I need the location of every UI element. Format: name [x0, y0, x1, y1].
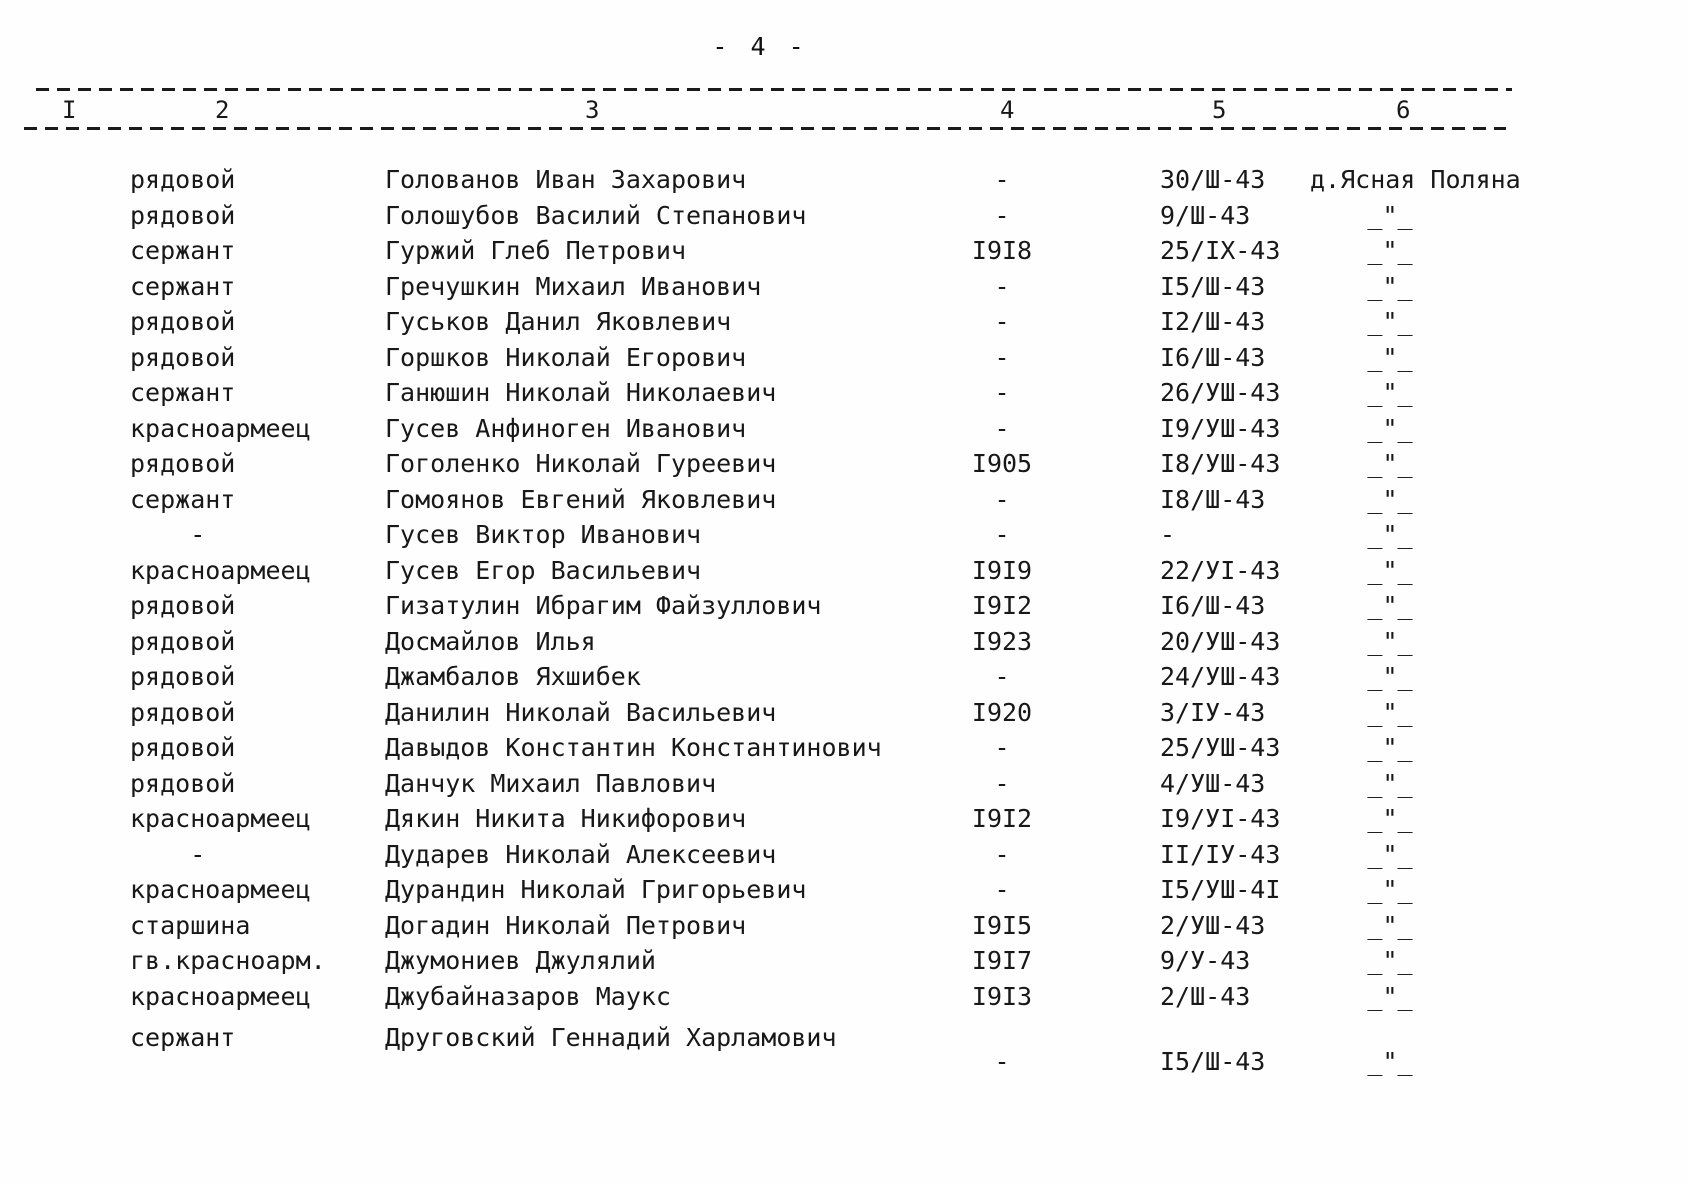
- table-row: [0, 233, 1470, 269]
- place-cell: _"_: [1367, 910, 1413, 940]
- table-row: [0, 766, 1470, 802]
- date-cell: 24/УШ-43: [1160, 662, 1281, 692]
- date-cell: I2/Ш-43: [1160, 307, 1266, 337]
- date-cell: 26/УШ-43: [1160, 378, 1281, 408]
- date-cell: I6/Ш-43: [1160, 342, 1266, 372]
- name-cell: Джамбалов Яхшибек: [385, 662, 641, 692]
- date-cell: 9/У-43: [1160, 946, 1251, 976]
- rank-cell: рядовой: [130, 768, 236, 798]
- rank-cell: рядовой: [130, 342, 236, 372]
- table-row: [0, 198, 1470, 234]
- table-row: [0, 411, 1470, 447]
- name-cell: Данчук Михаил Павлович: [385, 768, 717, 798]
- name-cell: Дякин Никита Никифорович: [385, 804, 747, 834]
- column-header-5: 5: [1212, 96, 1227, 124]
- birth-year-cell: I9I9: [971, 555, 1033, 585]
- rank-cell: красноармеец: [130, 804, 311, 834]
- table-row: [0, 908, 1470, 944]
- birth-year-cell: -: [994, 307, 1010, 337]
- name-cell: Горшков Николай Егорович: [385, 342, 747, 372]
- page-number: - 4 -: [712, 32, 808, 61]
- place-cell: _"_: [1367, 804, 1413, 834]
- name-cell: Досмайлов Илья: [385, 626, 596, 656]
- column-header-row: [0, 96, 1688, 124]
- name-cell: Гуськов Данил Яковлевич: [385, 307, 732, 337]
- table-row: [0, 162, 1521, 198]
- rank-cell: рядовой: [130, 697, 236, 727]
- name-cell: Голованов Иван Захарович: [385, 165, 747, 195]
- birth-year-cell: -: [994, 839, 1010, 869]
- name-cell: Дударев Николай Алексеевич: [385, 839, 777, 869]
- place-cell: _"_: [1367, 484, 1413, 514]
- birth-year-cell: -: [994, 875, 1010, 905]
- rank-cell: -: [130, 839, 206, 869]
- birth-year-cell: I923: [971, 626, 1033, 656]
- rank-cell: красноармеец: [130, 875, 311, 905]
- column-header-4: 4: [1000, 96, 1015, 124]
- place-cell: _"_: [1367, 768, 1413, 798]
- date-cell: I8/УШ-43: [1160, 449, 1281, 479]
- table-row: [0, 482, 1470, 518]
- name-cell: Данилин Николай Васильевич: [385, 697, 777, 727]
- birth-year-cell: I9I5: [971, 910, 1033, 940]
- name-cell: Голошубов Василий Степанович: [385, 200, 807, 230]
- table-row: [0, 801, 1470, 837]
- name-cell: Ганюшин Николай Николаевич: [385, 378, 777, 408]
- rank-cell: рядовой: [130, 165, 236, 195]
- table-row: [0, 446, 1470, 482]
- rank-cell: красноармеец: [130, 981, 311, 1011]
- place-cell: _"_: [1367, 626, 1413, 656]
- name-cell: Гомоянов Евгений Яковлевич: [385, 484, 777, 514]
- birth-year-cell: -: [994, 378, 1010, 408]
- place-cell: _"_: [1367, 1046, 1413, 1076]
- date-cell: II/IУ-43: [1160, 839, 1281, 869]
- name-cell: Гусев Анфиноген Иванович: [385, 413, 747, 443]
- rank-cell: рядовой: [130, 307, 236, 337]
- place-cell: _"_: [1367, 449, 1413, 479]
- date-cell: 30/Ш-43: [1160, 165, 1266, 195]
- birth-year-cell: -: [994, 662, 1010, 692]
- birth-year-cell: I920: [971, 697, 1033, 727]
- date-cell: 2/Ш-43: [1160, 981, 1251, 1011]
- date-cell: 9/Ш-43: [1160, 200, 1251, 230]
- place-cell: _"_: [1367, 591, 1413, 621]
- column-header-2: 2: [215, 96, 230, 124]
- name-cell: Джумониев Джулялий: [385, 946, 656, 976]
- birth-year-cell: -: [994, 1046, 1010, 1076]
- place-cell: _"_: [1367, 342, 1413, 372]
- place-cell: _"_: [1367, 236, 1413, 266]
- rank-cell: сержант: [130, 271, 236, 301]
- table-row: [0, 979, 1470, 1015]
- place-cell: _"_: [1367, 413, 1413, 443]
- date-cell: -: [1160, 520, 1176, 550]
- name-cell: Дурандин Николай Григорьевич: [385, 875, 807, 905]
- rank-cell: рядовой: [130, 733, 236, 763]
- table-row: [0, 624, 1470, 660]
- name-cell: Гуржий Глеб Петрович: [385, 236, 687, 266]
- date-cell: 20/УШ-43: [1160, 626, 1281, 656]
- birth-year-cell: -: [994, 200, 1010, 230]
- table-row: [0, 943, 1470, 979]
- name-cell: Гусев Егор Васильевич: [385, 555, 702, 585]
- rank-cell: рядовой: [130, 449, 236, 479]
- date-cell: 2/УШ-43: [1160, 910, 1266, 940]
- table-row: [0, 837, 1470, 873]
- table-row: [0, 588, 1470, 624]
- place-cell: _"_: [1367, 946, 1413, 976]
- place-cell: _"_: [1367, 200, 1413, 230]
- birth-year-cell: -: [994, 165, 1010, 195]
- place-cell: _"_: [1367, 733, 1413, 763]
- table-row: [0, 517, 1470, 553]
- header-divider: [24, 127, 1506, 130]
- table-row: [0, 659, 1470, 695]
- rank-cell: сержант: [130, 378, 236, 408]
- rank-cell: -: [130, 520, 206, 550]
- column-header-6: 6: [1396, 96, 1411, 124]
- date-cell: I9/УШ-43: [1160, 413, 1281, 443]
- rank-cell: рядовой: [130, 662, 236, 692]
- birth-year-cell: -: [994, 413, 1010, 443]
- table-row: [0, 872, 1470, 908]
- name-cell: Давыдов Константин Константинович: [385, 733, 882, 763]
- birth-year-cell: -: [994, 768, 1010, 798]
- place-cell: д.Ясная Поляна: [1310, 165, 1521, 195]
- table-row: [0, 553, 1470, 589]
- table-row: [0, 269, 1470, 305]
- table-row: [0, 695, 1470, 731]
- date-cell: 4/УШ-43: [1160, 768, 1266, 798]
- rank-cell: сержант: [130, 236, 236, 266]
- date-cell: I5/УШ-4I: [1160, 875, 1281, 905]
- birth-year-cell: -: [994, 520, 1010, 550]
- birth-year-cell: -: [994, 733, 1010, 763]
- date-cell: I5/Ш-43: [1160, 1046, 1266, 1076]
- place-cell: _"_: [1367, 520, 1413, 550]
- rank-cell: рядовой: [130, 591, 236, 621]
- column-header-3: 3: [585, 96, 600, 124]
- rank-cell: гв.красноарм.: [130, 946, 326, 976]
- birth-year-cell: I9I2: [971, 591, 1033, 621]
- birth-year-cell: I905: [971, 449, 1033, 479]
- date-cell: 3/IУ-43: [1160, 697, 1266, 727]
- place-cell: _"_: [1367, 307, 1413, 337]
- table-row: [0, 304, 1470, 340]
- rank-cell: красноармеец: [130, 413, 311, 443]
- rank-cell: рядовой: [130, 200, 236, 230]
- date-cell: I6/Ш-43: [1160, 591, 1266, 621]
- name-cell: Друговский Геннадий Харламович: [385, 1022, 837, 1052]
- date-cell: 25/УШ-43: [1160, 733, 1281, 763]
- place-cell: _"_: [1367, 839, 1413, 869]
- place-cell: _"_: [1367, 697, 1413, 727]
- birth-year-cell: I9I8: [971, 236, 1033, 266]
- date-cell: I5/Ш-43: [1160, 271, 1266, 301]
- place-cell: _"_: [1367, 271, 1413, 301]
- birth-year-cell: -: [994, 342, 1010, 372]
- rank-cell: сержант: [130, 1022, 236, 1052]
- rank-cell: старшина: [130, 910, 251, 940]
- rank-cell: сержант: [130, 484, 236, 514]
- place-cell: _"_: [1367, 662, 1413, 692]
- date-cell: 22/УI-43: [1160, 555, 1281, 585]
- date-cell: I9/УI-43: [1160, 804, 1281, 834]
- place-cell: _"_: [1367, 981, 1413, 1011]
- table-row: [0, 730, 1470, 766]
- birth-year-cell: I9I3: [971, 981, 1033, 1011]
- name-cell: Догадин Николай Петрович: [385, 910, 747, 940]
- place-cell: _"_: [1367, 555, 1413, 585]
- rank-cell: рядовой: [130, 626, 236, 656]
- table-row: [0, 340, 1470, 376]
- date-cell: 25/IX-43: [1160, 236, 1281, 266]
- table-row: [0, 1014, 1470, 1076]
- place-cell: _"_: [1367, 378, 1413, 408]
- name-cell: Гоголенко Николай Гуреевич: [385, 449, 777, 479]
- date-cell: I8/Ш-43: [1160, 484, 1266, 514]
- place-cell: _"_: [1367, 875, 1413, 905]
- table-row: [0, 375, 1470, 411]
- birth-year-cell: I9I2: [971, 804, 1033, 834]
- name-cell: Джубайназаров Маукс: [385, 981, 671, 1011]
- birth-year-cell: -: [994, 271, 1010, 301]
- birth-year-cell: -: [994, 484, 1010, 514]
- top-divider: [36, 88, 1512, 91]
- column-header-1: I: [62, 96, 77, 124]
- rank-cell: красноармеец: [130, 555, 311, 585]
- name-cell: Гусев Виктор Иванович: [385, 520, 702, 550]
- table-rows: [0, 162, 1521, 1076]
- birth-year-cell: I9I7: [971, 946, 1033, 976]
- name-cell: Гизатулин Ибрагим Файзуллович: [385, 591, 822, 621]
- name-cell: Гречушкин Михаил Иванович: [385, 271, 762, 301]
